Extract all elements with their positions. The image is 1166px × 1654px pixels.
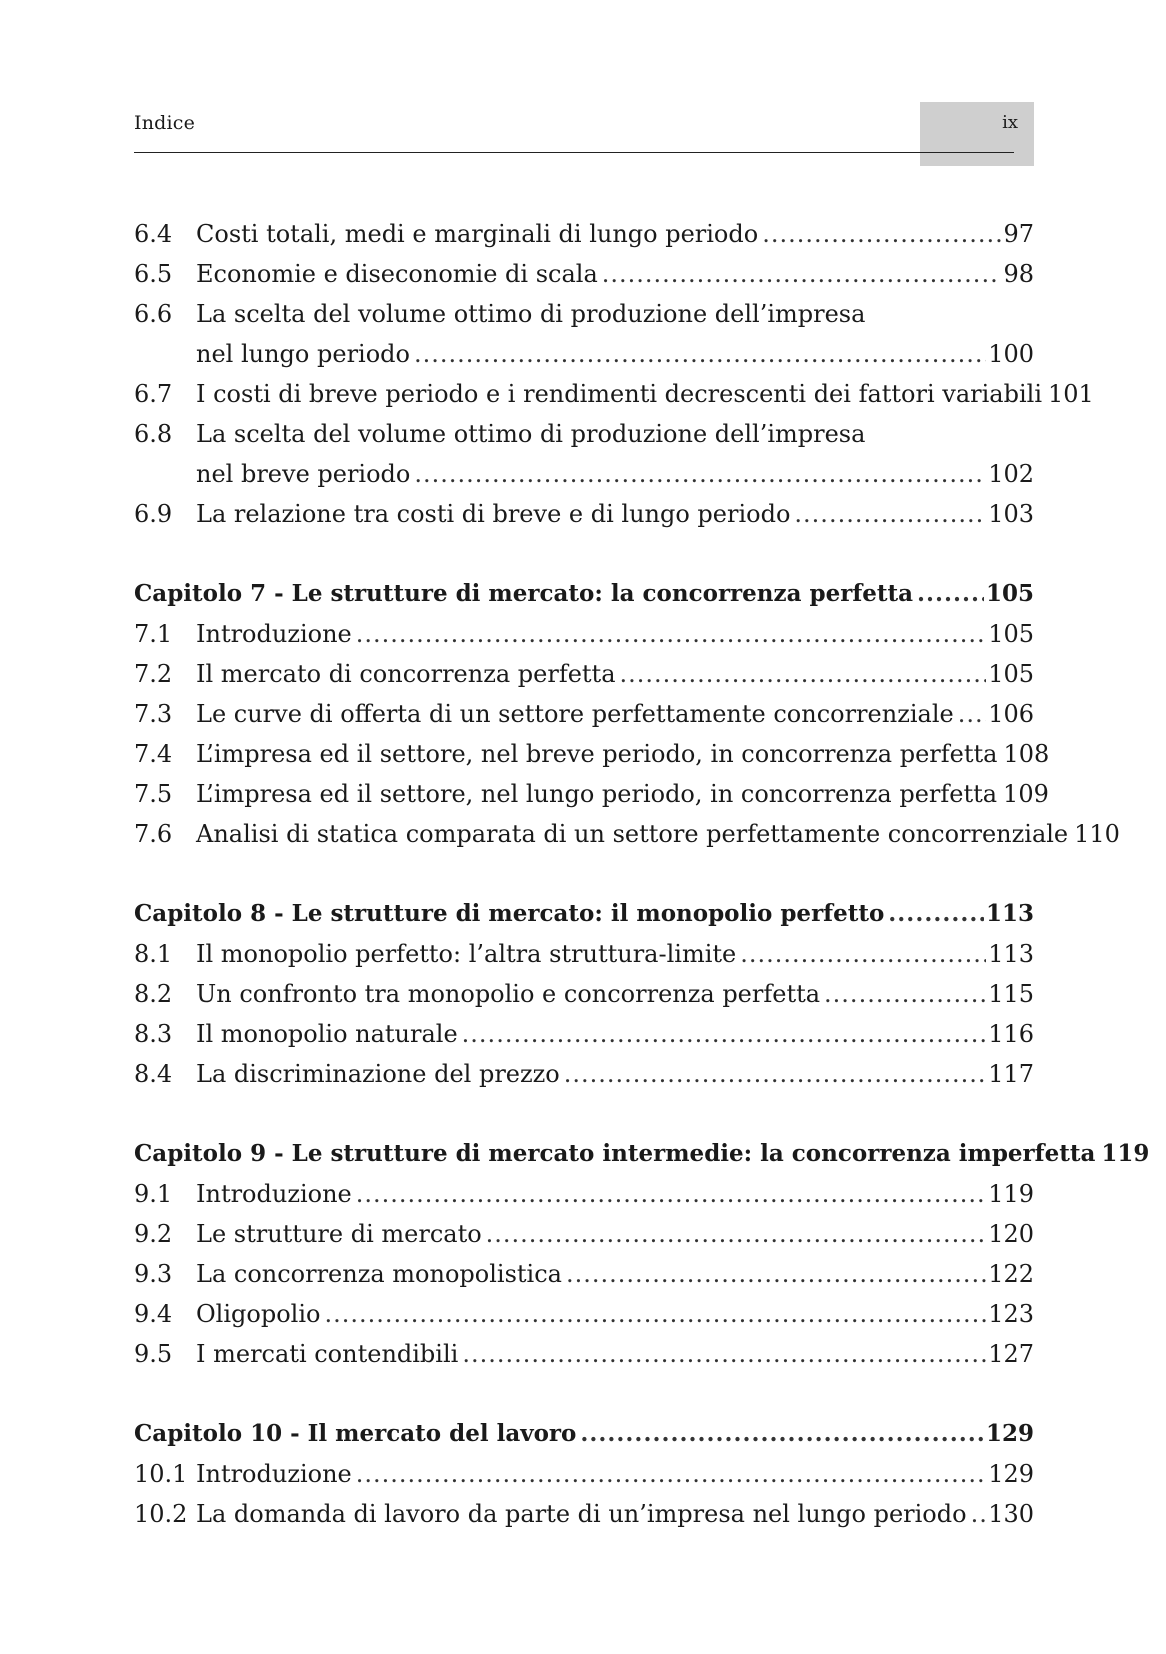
toc-entry bbox=[134, 414, 1034, 454]
chapter-title: Capitolo 8 - Le strutture di mercato: il monopolio perfetto bbox=[134, 894, 888, 934]
toc-entry-text bbox=[196, 774, 1049, 814]
toc-entry bbox=[134, 1294, 1034, 1334]
toc-page-number: 129 bbox=[985, 1420, 1034, 1447]
toc-entry-title: La concorrenza monopolistica bbox=[196, 1254, 566, 1294]
toc-entry-text bbox=[134, 1414, 1034, 1454]
toc-entry-title: Economie e diseconomie di scala bbox=[196, 254, 602, 294]
toc-page-number: 105 bbox=[985, 580, 1034, 607]
leader-dots bbox=[602, 254, 1002, 294]
toc-entry-number: 6.7 bbox=[134, 380, 173, 408]
toc-entry-text bbox=[134, 574, 1034, 614]
leader-dots bbox=[824, 974, 986, 1014]
leader-dots bbox=[620, 654, 987, 694]
toc-entry-title: La domanda di lavoro da parte di un’impresa nel lungo periodo bbox=[196, 1494, 971, 1534]
toc-entry-number: 9.1 bbox=[134, 1180, 173, 1208]
toc-page-number: 123 bbox=[988, 1300, 1034, 1328]
toc-entry-number: 6.8 bbox=[134, 420, 173, 448]
toc-page-number: 117 bbox=[988, 1060, 1034, 1088]
toc-chapter bbox=[134, 1134, 1150, 1174]
toc-entry-title: La scelta del volume ottimo di produzione dell’impresa bbox=[196, 420, 869, 448]
leader-dots bbox=[462, 1014, 987, 1054]
toc-page-number: 119 bbox=[988, 1180, 1034, 1208]
toc-entry-number: 8.3 bbox=[134, 1020, 173, 1048]
toc-entry-number: 7.5 bbox=[134, 780, 173, 808]
toc-entry bbox=[134, 1254, 1034, 1294]
leader-dots bbox=[971, 1494, 987, 1534]
toc-entry-text bbox=[196, 214, 1034, 254]
leader-dots bbox=[580, 1414, 984, 1454]
toc-entry-text bbox=[196, 1454, 1034, 1494]
toc-entry-title: Le strutture di mercato bbox=[196, 1214, 486, 1254]
toc-entry-text bbox=[196, 1054, 1034, 1094]
toc-page-number: 122 bbox=[988, 1260, 1034, 1288]
toc-entry-text bbox=[196, 1174, 1034, 1214]
toc-entry-text bbox=[134, 894, 1034, 934]
toc-entry-number: 9.2 bbox=[134, 1220, 173, 1248]
page-number: ix bbox=[1002, 112, 1018, 133]
toc-entry-title: Introduzione bbox=[196, 614, 356, 654]
toc-entry bbox=[134, 1334, 1034, 1374]
toc-entry bbox=[134, 934, 1034, 974]
toc-page-number: 103 bbox=[988, 500, 1034, 528]
toc-page-number: 108 bbox=[1003, 740, 1050, 768]
toc-entry-number: 7.2 bbox=[134, 660, 173, 688]
page-number-tab bbox=[920, 102, 1034, 166]
toc-entry bbox=[134, 814, 1120, 854]
toc-page-number: 100 bbox=[988, 340, 1034, 368]
toc-entry-number: 8.4 bbox=[134, 1060, 173, 1088]
toc-entry-text bbox=[134, 1134, 1150, 1174]
toc-page-number: 113 bbox=[985, 900, 1034, 927]
toc-entry-title: La discriminazione del prezzo bbox=[196, 1054, 564, 1094]
toc-page-number: 129 bbox=[988, 1460, 1034, 1488]
toc-entry-text bbox=[196, 734, 1050, 774]
leader-dots bbox=[794, 494, 986, 534]
toc-entry-number: 9.3 bbox=[134, 1260, 173, 1288]
toc-entry-text bbox=[196, 374, 1094, 414]
toc-entry bbox=[134, 494, 1034, 534]
toc-entry-number: 8.2 bbox=[134, 980, 173, 1008]
toc-entry-number: 7.6 bbox=[134, 820, 173, 848]
toc-entry-title: Analisi di statica comparata di un settore perfettamente concorrenziale bbox=[196, 814, 1072, 854]
toc-entry-text bbox=[196, 974, 1034, 1014]
toc-entry bbox=[134, 974, 1034, 1014]
toc-entry-text bbox=[196, 694, 1034, 734]
toc-page-number: 130 bbox=[988, 1500, 1034, 1528]
toc-entry-number: 6.6 bbox=[134, 300, 173, 328]
leader-dots bbox=[462, 1334, 986, 1374]
toc-entry-text bbox=[196, 814, 1120, 854]
toc-entry-number: 7.4 bbox=[134, 740, 173, 768]
toc-entry-text bbox=[196, 414, 1034, 454]
toc-page-number: 120 bbox=[988, 1220, 1034, 1248]
leader-dots bbox=[917, 574, 984, 614]
leader-dots bbox=[958, 694, 986, 734]
toc-entry bbox=[134, 1214, 1034, 1254]
toc-entry bbox=[134, 1494, 1034, 1534]
toc-entry-number: 7.1 bbox=[134, 620, 173, 648]
toc-entry-text bbox=[196, 254, 1034, 294]
toc-entry-number: 9.4 bbox=[134, 1300, 173, 1328]
toc-page-number: 113 bbox=[988, 940, 1034, 968]
toc-entry bbox=[134, 614, 1034, 654]
toc-entry-number: 8.1 bbox=[134, 940, 173, 968]
toc-entry-number: 10.2 bbox=[134, 1500, 188, 1528]
toc-entry bbox=[134, 254, 1034, 294]
toc-entry-title-continued: nel lungo periodo bbox=[196, 334, 414, 374]
leader-dots bbox=[356, 614, 986, 654]
toc-entry-number: 6.4 bbox=[134, 220, 173, 248]
toc-entry-title: Introduzione bbox=[196, 1174, 356, 1214]
toc-entry-title: Oligopolio bbox=[196, 1294, 324, 1334]
chapter-title: Capitolo 10 - Il mercato del lavoro bbox=[134, 1414, 580, 1454]
toc-page-number: 110 bbox=[1074, 820, 1120, 848]
toc-entry-continuation bbox=[134, 454, 1034, 494]
chapter-title: Capitolo 7 - Le strutture di mercato: la concorrenza perfetta bbox=[134, 574, 917, 614]
toc-entry-text bbox=[196, 454, 1034, 494]
toc-entry-text bbox=[196, 1214, 1034, 1254]
toc-page-number: 102 bbox=[988, 460, 1034, 488]
leader-dots bbox=[414, 334, 986, 374]
toc-entry-title: Il monopolio naturale bbox=[196, 1014, 462, 1054]
toc-page-number: 115 bbox=[988, 980, 1034, 1008]
toc-entry bbox=[134, 1014, 1034, 1054]
toc-entry bbox=[134, 694, 1034, 734]
leader-dots bbox=[324, 1294, 986, 1334]
leader-dots bbox=[356, 1454, 986, 1494]
leader-dots bbox=[486, 1214, 987, 1254]
toc-entry-text bbox=[196, 294, 1034, 334]
leader-dots bbox=[740, 934, 986, 974]
toc-entry-number: 9.5 bbox=[134, 1340, 173, 1368]
toc-entry-text bbox=[196, 654, 1034, 694]
toc-chapter bbox=[134, 894, 1034, 934]
leader-dots bbox=[888, 894, 984, 934]
toc-entry-text bbox=[196, 934, 1034, 974]
toc-entry-title: L’impresa ed il settore, nel lungo periodo, in concorrenza perfetta bbox=[196, 774, 1001, 814]
leader-dots bbox=[564, 1054, 986, 1094]
toc-entry-title: La scelta del volume ottimo di produzione dell’impresa bbox=[196, 300, 869, 328]
toc-page-number: 98 bbox=[1003, 260, 1034, 288]
header-rule bbox=[134, 152, 1014, 153]
toc-page-number: 127 bbox=[988, 1340, 1034, 1368]
toc-page-number: 105 bbox=[988, 620, 1034, 648]
leader-dots bbox=[566, 1254, 986, 1294]
toc-entry-text bbox=[196, 494, 1034, 534]
leader-dots bbox=[762, 214, 1001, 254]
toc-entry-title-continued: nel breve periodo bbox=[196, 454, 414, 494]
chapter-title: Capitolo 9 - Le strutture di mercato intermedie: la concorrenza imperfetta bbox=[134, 1134, 1099, 1174]
toc-entry-text bbox=[196, 1294, 1034, 1334]
toc-entry-number: 10.1 bbox=[134, 1460, 188, 1488]
toc-entry-number: 6.5 bbox=[134, 260, 173, 288]
toc-entry bbox=[134, 1454, 1034, 1494]
toc-entry-title: Un confronto tra monopolio e concorrenza perfetta bbox=[196, 974, 824, 1014]
toc-entry bbox=[134, 774, 1049, 814]
toc-page-number: 101 bbox=[1048, 380, 1094, 408]
toc-entry-title: L’impresa ed il settore, nel breve periodo, in concorrenza perfetta bbox=[196, 734, 1001, 774]
toc-chapter bbox=[134, 1414, 1034, 1454]
toc-entry-title: La relazione tra costi di breve e di lungo periodo bbox=[196, 494, 794, 534]
toc-entry-title: Il mercato di concorrenza perfetta bbox=[196, 654, 620, 694]
toc-entry bbox=[134, 374, 1094, 414]
leader-dots bbox=[414, 454, 986, 494]
table-of-contents bbox=[134, 214, 1150, 1534]
toc-page-number: 105 bbox=[988, 660, 1034, 688]
toc-entry-text bbox=[196, 614, 1034, 654]
toc-entry-title: I costi di breve periodo e i rendimenti decrescenti dei fattori variabili bbox=[196, 374, 1046, 414]
toc-entry-text bbox=[196, 1334, 1034, 1374]
toc-entry bbox=[134, 294, 1034, 334]
toc-entry bbox=[134, 1174, 1034, 1214]
leader-dots bbox=[356, 1174, 986, 1214]
toc-entry-title: Costi totali, medi e marginali di lungo periodo bbox=[196, 214, 762, 254]
toc-entry-text bbox=[196, 1014, 1034, 1054]
toc-page-number: 116 bbox=[988, 1020, 1034, 1048]
toc-entry bbox=[134, 734, 1050, 774]
toc-entry-title: Introduzione bbox=[196, 1454, 356, 1494]
running-title: Indice bbox=[134, 112, 196, 134]
toc-entry-continuation bbox=[134, 334, 1034, 374]
toc-entry-title: I mercati contendibili bbox=[196, 1334, 462, 1374]
page-header bbox=[134, 108, 1018, 156]
toc-page-number: 97 bbox=[1003, 220, 1034, 248]
toc-page-number: 119 bbox=[1101, 1140, 1150, 1167]
toc-entry bbox=[134, 654, 1034, 694]
toc-page-number: 106 bbox=[988, 700, 1034, 728]
toc-entry-title: Le curve di offerta di un settore perfettamente concorrenziale bbox=[196, 694, 958, 734]
toc-page-number: 109 bbox=[1003, 780, 1049, 808]
toc-entry-number: 7.3 bbox=[134, 700, 173, 728]
toc-entry-title: Il monopolio perfetto: l’altra struttura-limite bbox=[196, 934, 740, 974]
toc-entry-number: 6.9 bbox=[134, 500, 173, 528]
toc-entry-text bbox=[196, 334, 1034, 374]
toc-entry-text bbox=[196, 1254, 1034, 1294]
toc-entry-text bbox=[196, 1494, 1034, 1534]
toc-entry bbox=[134, 1054, 1034, 1094]
toc-chapter bbox=[134, 574, 1034, 614]
toc-entry bbox=[134, 214, 1034, 254]
